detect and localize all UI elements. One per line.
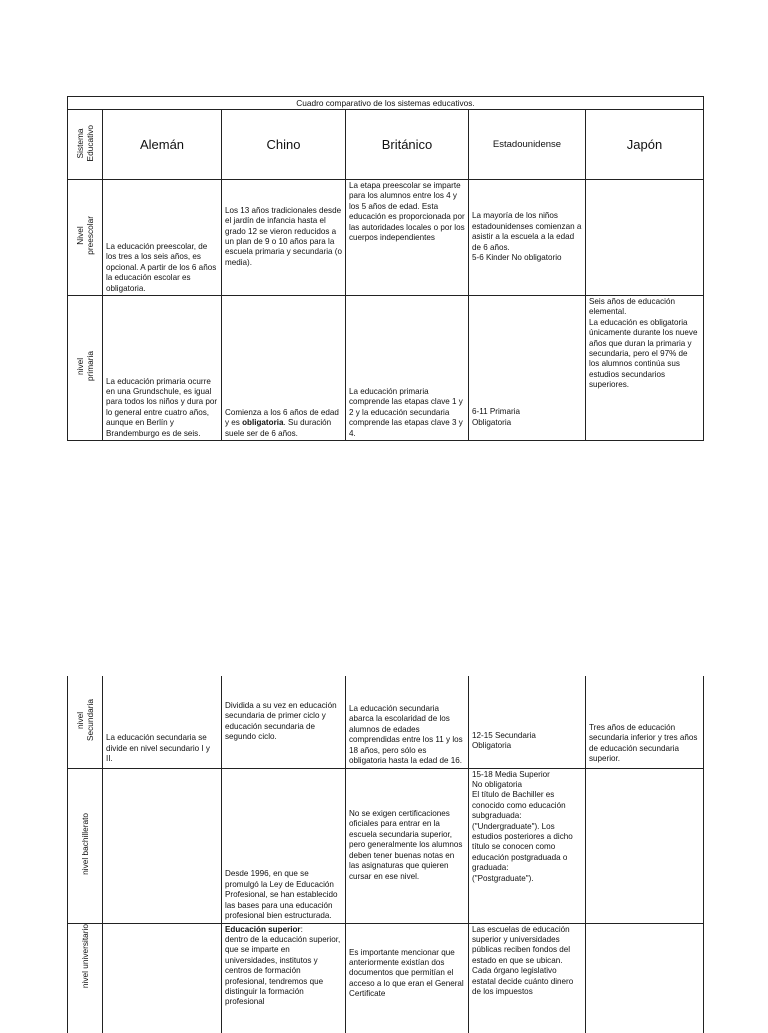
- cell-universitario-britanico: Es importante mencionar que anteriormente existían dos documentos que permitían el acceso a lo que eran el General Certificate: [346, 923, 469, 1033]
- cell-primaria-chino: Comienza a los 6 años de edad y es obligatoria. Su duración suele ser de 6 años.: [222, 296, 346, 441]
- row-label-secundaria: nivel Secundaria: [68, 676, 103, 768]
- cell-preescolar-aleman: La educación preescolar, de los tres a los seis años, es opcional. A partir de los 6 años la educación escolar es obligatoria.: [103, 180, 222, 296]
- cell-secundaria-aleman: La educación secundaria se divide en nivel secundario I y II.: [103, 676, 222, 768]
- row-label-universitario: nivel universitario: [68, 923, 103, 1033]
- cell-bachillerato-britanico: No se exigen certificaciones oficiales para entrar en la escuela secundaria superior, pero generalmente los alumnos deben tener buenas notas en las asignaturas que quieren cursar en ese nivel.: [346, 768, 469, 923]
- table-title: Cuadro comparativo de los sistemas educativos.: [68, 97, 704, 110]
- cell-secundaria-estadounidense: 12-15 Secundaria Obligatoria: [469, 676, 586, 768]
- cell-bachillerato-aleman: [103, 768, 222, 923]
- cell-secundaria-japon: Tres años de educación secundaria inferior y tres años de educación secundaria superior.: [586, 676, 704, 768]
- column-header-estadounidense: Estadounidense: [469, 110, 586, 180]
- cell-primaria-estadounidense: 6-11 Primaria Obligatoria: [469, 296, 586, 441]
- row-label-bachillerato: nivel bachillerato: [68, 768, 103, 923]
- row-label-sistema-educativo: Sistema Educativo: [68, 110, 103, 180]
- bold-emphasis: Educación superior: [225, 924, 301, 934]
- column-header-chino: Chino: [222, 110, 346, 180]
- row-label-primaria: nivel primaria: [68, 296, 103, 441]
- cell-universitario-japon: [586, 923, 704, 1033]
- cell-secundaria-chino: Dividida a su vez en educación secundaria de primer ciclo y educación secundaria de segundo ciclo.: [222, 676, 346, 768]
- cell-universitario-chino: Educación superior: dentro de la educación superior, que se imparte en universidades, institutos y centros de formación profesional, tendremos que distinguir la formación profesional: [222, 923, 346, 1033]
- cell-bachillerato-estadounidense: 15-18 Media Superior No obligatoria El título de Bachiller es conocido como educación subgraduada: ("Undergraduate"). Los estudios posteriores a dicho título se conocen como educación postgraduada o graduada: ("Postgraduate").: [469, 768, 586, 923]
- cell-bachillerato-chino: Desde 1996, en que se promulgó la Ley de Educación Profesional, se han establecido las bases para una educación profesional bien estructurada.: [222, 768, 346, 923]
- cell-primaria-aleman: La educación primaria ocurre en una Grundschule, es igual para todos los niños y dura por lo general entre cuatro años, aunque en Berlín y Brandemburgo es de seis.: [103, 296, 222, 441]
- bold-emphasis: obligatoria: [242, 418, 284, 428]
- comparison-table-bottom: [67, 676, 704, 1033]
- cell-preescolar-japon: [586, 180, 704, 296]
- cell-preescolar-britanico: La etapa preescolar se imparte para los alumnos entre los 4 y los 5 años de edad. Esta educación es proporcionada por las autoridades locales o por los cuerpos independientes: [346, 180, 469, 296]
- cell-primaria-britanico: La educación primaria comprende las etapas clave 1 y 2 y la educación secundaria comprende las etapas clave 3 y 4.: [346, 296, 469, 441]
- cell-preescolar-chino: Los 13 años tradicionales desde el jardín de infancia hasta el grado 12 se vieron reducidos a un plan de 9 o 10 años para la escuela primaria y secundaria (o media).: [222, 180, 346, 296]
- cell-primaria-japon: Seis años de educación elemental. La educación es obligatoria únicamente durante los nueve años que duran la primaria y secundaria, pero el 97% de los alumnos continúa sus estudios secundarios superiores.: [586, 296, 704, 441]
- cell-preescolar-estadounidense: La mayoría de los niños estadounidenses comienzan a asistir a la escuela a la edad de 6 años. 5-6 Kinder No obligatorio: [469, 180, 586, 296]
- column-header-aleman: Alemán: [103, 110, 222, 180]
- cell-universitario-aleman: [103, 923, 222, 1033]
- row-label-preescolar: Nivel preescolar: [68, 180, 103, 296]
- cell-secundaria-britanico: La educación secundaria abarca la escolaridad de los alumnos de edades comprendidas entre los 11 y los 18 años, pero sólo es obligatoria hasta la edad de 16.: [346, 676, 469, 768]
- cell-bachillerato-japon: [586, 768, 704, 923]
- comparison-table-top: [67, 96, 704, 441]
- column-header-japon: Japón: [586, 110, 704, 180]
- column-header-britanico: Británico: [346, 110, 469, 180]
- cell-universitario-estadounidense: Las escuelas de educación superior y universidades públicas reciben fondos del estado en que se ubican. Cada órgano legislativo estatal decide cuánto dinero de los impuestos: [469, 923, 586, 1033]
